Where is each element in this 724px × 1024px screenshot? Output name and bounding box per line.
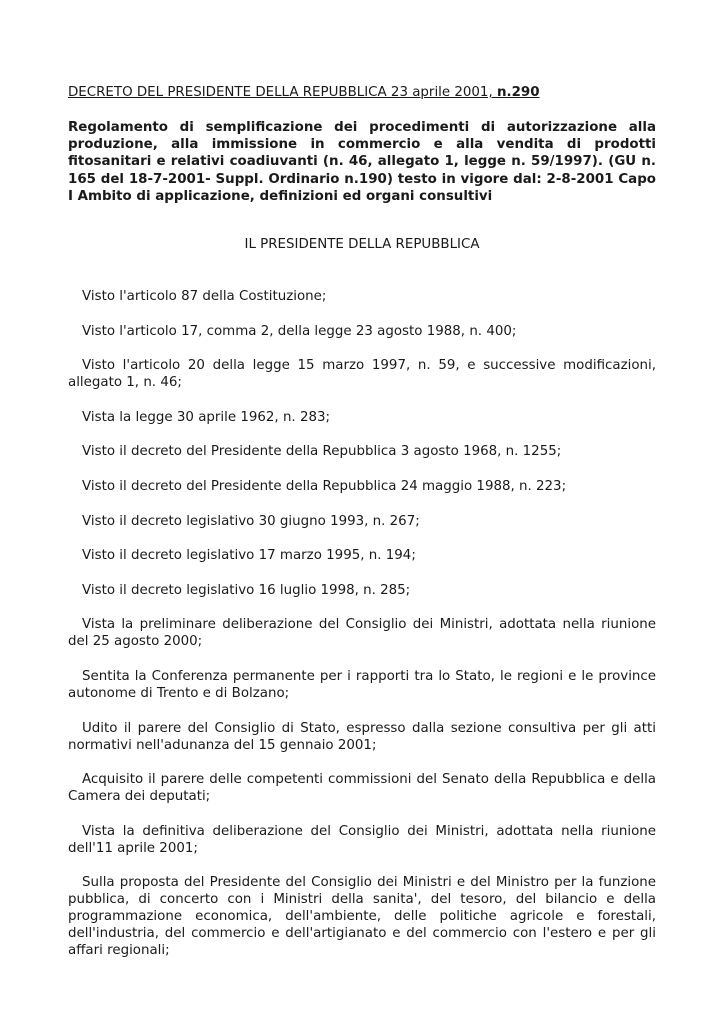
preamble-clause: Visto il decreto del Presidente della Repubblica 3 agosto 1968, n. 1255;: [82, 444, 562, 460]
preamble-clause: Vista la definitiva deliberazione del Consiglio dei Ministri, adottata nella riunione dell'11 aprile 2001;: [68, 823, 656, 856]
preamble-clause: Visto il decreto del Presidente della Repubblica 24 maggio 1988, n. 223;: [82, 478, 567, 494]
preamble-clause: Visto il decreto legislativo 16 luglio 1998, n. 285;: [82, 582, 411, 598]
president-title: IL PRESIDENTE DELLA REPUBBLICA: [244, 237, 480, 252]
document-page: [68, 84, 656, 959]
preamble-clause: Visto l'articolo 87 della Costituzione;: [82, 289, 327, 304]
preamble-clause: Sentita la Conferenza permanente per i rapporti tra lo Stato, le regioni e le province autonome di Trento e di Bolzano;: [68, 668, 656, 701]
preamble-clause: Visto l'articolo 20 della legge 15 marzo 1997, n. 59, e successive modificazioni, allegato 1, n. 46;: [68, 358, 656, 391]
preamble-clause: Visto l'articolo 17, comma 2, della legge 23 agosto 1988, n. 400;: [82, 323, 517, 339]
preamble-clause: Vista la legge 30 aprile 1962, n. 283;: [82, 409, 331, 425]
preamble-clause: Udito il parere del Consiglio di Stato, espresso dalla sezione consultiva per gli atti normativi nell'adunanza del 15 gennaio 2001;: [68, 720, 656, 753]
preamble-clause: Visto il decreto legislativo 17 marzo 1995, n. 194;: [82, 548, 416, 564]
preamble-clause: Sulla proposta del Presidente del Consiglio dei Ministri e del Ministro per la funzione pubblica, di concerto con i Ministri della sanita', del tesoro, del bilancio e della programmazione economica, dell'ambiente, delle politiche agricole e forestali, dell'industria, del commercio e dell'artigianato e del commercio con l'estero e per gli affari regionali;: [68, 875, 656, 959]
preamble-clauses: [68, 288, 656, 977]
preamble-clause: Visto il decreto legislativo 30 giugno 1993, n. 267;: [82, 513, 420, 529]
preamble-clause: Acquisito il parere delle competenti commissioni del Senato della Repubblica e della Camera dei deputati;: [68, 772, 656, 805]
decree-number: n.290: [496, 85, 540, 100]
decree-heading-text: DECRETO DEL PRESIDENTE DELLA REPUBBLICA 23 aprile 2001,: [68, 85, 497, 100]
decree-summary: Regolamento di semplificazione dei procedimenti di autorizzazione alla produzione, alla immissione in commercio e alla vendita di prodotti fitosanitari e relativi coadiuvanti (n. 46, allegato 1, legge n. 59/1997). (GU n. 165 del 18-7-2001- Suppl. Ordinario n.190) testo in vigore dal: 2-8-2001 Capo I Ambito di applicazione, definizioni ed organi consultivi: [68, 120, 656, 204]
decree-heading: [68, 84, 656, 101]
preamble-clause: Vista la preliminare deliberazione del Consiglio dei Ministri, adottata nella riunione del 25 agosto 2000;: [68, 617, 656, 650]
